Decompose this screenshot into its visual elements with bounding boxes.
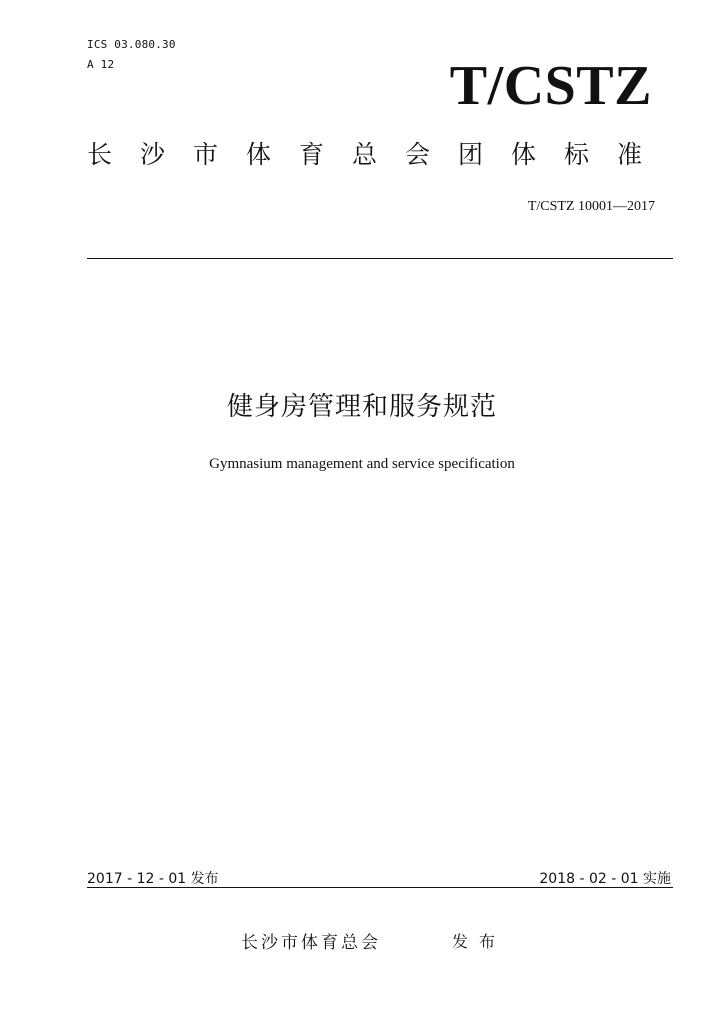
publisher-name: 长沙市体育总会: [241, 933, 381, 953]
issue-date: 2017 - 12 - 01 发布: [87, 871, 219, 887]
top-divider: [87, 258, 673, 259]
organization-standard-title: 长沙市体育总会团体标准: [87, 140, 671, 169]
bottom-divider: [87, 887, 673, 888]
classification-code: A 12: [87, 58, 115, 71]
publish-label: 发布: [452, 932, 507, 951]
document-english-title: Gymnasium management and service specification: [209, 456, 515, 472]
implementation-date: 2018 - 02 - 01 实施: [539, 871, 671, 887]
ics-code: ICS 03.080.30: [87, 38, 176, 51]
standard-logo: T/CSTZ: [449, 55, 652, 117]
standard-number: T/CSTZ 10001—2017: [527, 199, 655, 214]
document-title: 健身房管理和服务规范: [226, 392, 497, 422]
